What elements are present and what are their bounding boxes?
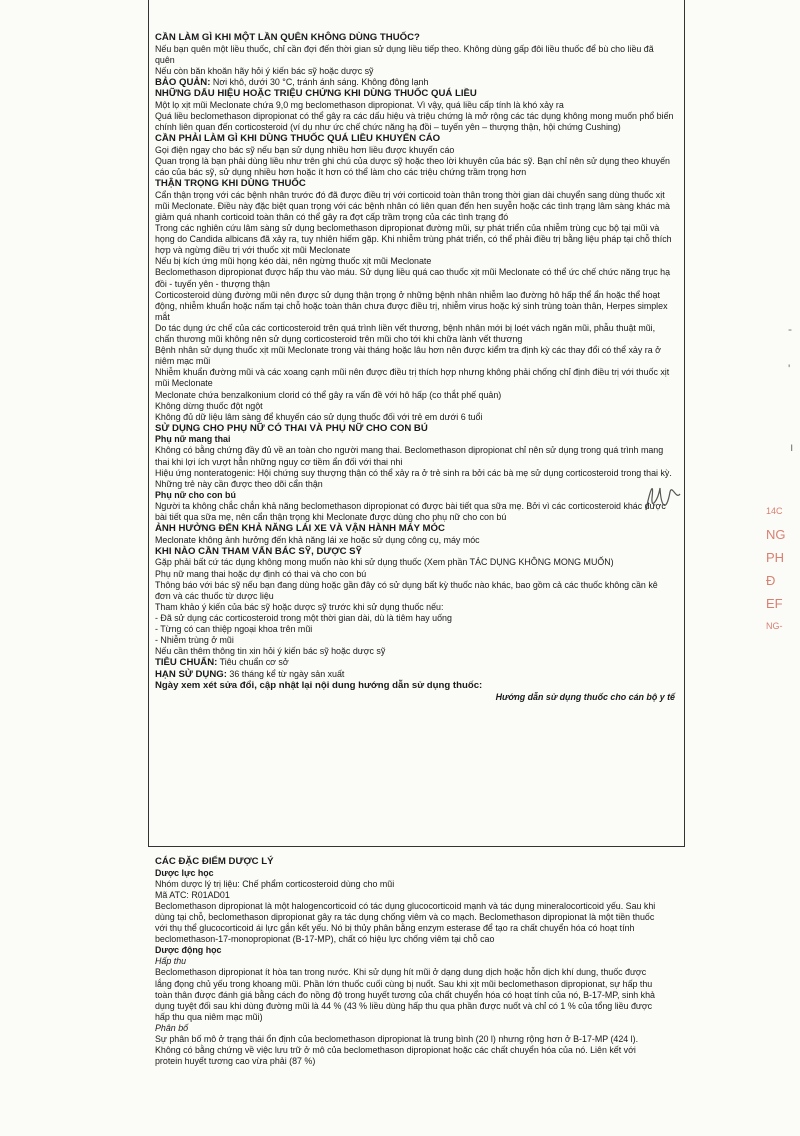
paragraph: Cẩn thận trọng với các bệnh nhân trước đó đã được điều trị với corticoid toàn thân trong thời gian dài chuyển sang dùng thuốc xịt mũi Meclonate. Điều này đặc biệt quan trọng với các bệnh nhân có liên quan đến hen suyễn hoặc các tình trạng lâm sàng khác mà giảm quá nhanh corticoid toàn thân có thể gây ra đợt cấp trầm trọng của các tình trạng đó xyxy=(155,189,670,222)
stamp-text: Đ xyxy=(766,573,776,588)
subheading: Dược lực học xyxy=(155,867,214,878)
paragraph: Gặp phải bất cứ tác dụng không mong muốn nào khi sử dụng thuốc (Xem phần TÁC DỤNG KHÔNG MONG MUỐN) xyxy=(155,557,614,568)
paragraph: Nếu còn băn khoăn hãy hỏi ý kiến bác sỹ hoặc dược sỹ xyxy=(155,65,374,76)
paragraph: Không có bằng chứng đầy đủ về an toàn cho người mang thai. Beclomethason dipropionat chỉ nên sử dụng trong quá trình mang thai khi lợi ích vượt hẳn những nguy cơ tiềm ẩn đối với thai nhi xyxy=(155,445,664,467)
paragraph: Do tác dụng ức chế của các corticosteroid trên quá trình liền vết thương, bệnh nhân mới bị loét vách ngăn mũi, phẫu thuật mũi, chấn thương mũi không nên sử dụng corticosteroid trên mũi cho tới khi chữa lành vết thương xyxy=(155,322,656,345)
stamp-text: 14C xyxy=(766,506,783,516)
paragraph: Beclomethason dipropionat được hấp thu vào máu. Sử dụng liều quá cao thuốc xịt mũi Meclonate có thể ức chế chức năng trục hạ đồi - tuyến yên - thượng thận xyxy=(155,267,671,289)
paragraph: Không đủ dữ liệu lâm sàng để khuyến cáo sử dụng thuốc đối với trẻ em dưới 6 tuổi xyxy=(155,411,483,422)
paragraph: Quan trọng là bạn phải dùng liều như trên ghi chú của dược sỹ hoặc theo lời khuyên của bác sỹ. Bạn chỉ nên sử dụng theo khuyến cáo của bác sỹ, sử dụng nhiều hơn hoặc ít hơn có thể làm cho các triệu chứng trầm trọng hơn xyxy=(155,156,670,178)
section-divider-line xyxy=(148,846,685,847)
red-stamp-fragment xyxy=(766,500,800,638)
section-heading: CÁC ĐẶC ĐIỂM DƯỢC LÝ xyxy=(155,856,274,867)
right-border-line xyxy=(684,0,685,846)
field-label: TIÊU CHUẨN: xyxy=(155,657,218,669)
paragraph: Beclomethason dipropionat ít hòa tan trong nước. Khi sử dụng hít mũi ở dạng dung dịch hoặc hỗn dịch khí dung, thuốc được lắng đọng chủ yếu trong khoang mũi. Phần lớn thuốc cuối cùng bị nuốt. Sau khi xịt mũi beclomethason dipropionat, sự hấp thu toàn thân được đánh giá bằng cách đo nồng độ trong huyết tương của chất chuyển hóa có hoạt tính của nó, B-17-MP, sinh khả dụng tuyệt đối sau khi dùng đường mũi là 44 % (43 % liều dùng hấp thu qua phần được nuốt và chỉ có 1 % của tổng liều được hấp thu qua niêm mạc mũi) xyxy=(155,967,655,1022)
paragraph: - Đã sử dụng các corticosteroid trong một thời gian dài, dù là tiêm hay uống xyxy=(155,612,452,623)
labeled-field xyxy=(155,77,675,89)
stamp-text: EF xyxy=(766,596,783,611)
paragraph: Phụ nữ mang thai hoặc dự định có thai và cho con bú xyxy=(155,568,367,579)
patient-leaflet-section xyxy=(155,32,675,703)
paragraph: Mã ATC: R01AD01 xyxy=(155,889,230,900)
italic-subheading: Phân bố xyxy=(155,1022,189,1033)
subheading: Phụ nữ mang thai xyxy=(155,434,231,445)
labeled-field xyxy=(155,657,675,669)
section-heading: SỬ DỤNG CHO PHỤ NỮ CÓ THAI VÀ PHỤ NỮ CHO CON BÚ xyxy=(155,422,428,434)
paragraph: Nếu bạn quên một liều thuốc, chỉ cần đợi đến thời gian sử dụng liều tiếp theo. Không dùng gấp đôi liều thuốc để bù cho liều đã quên xyxy=(155,43,654,65)
paragraph: Meclonate không ảnh hưởng đến khả năng lái xe hoặc sử dụng công cụ, máy móc xyxy=(155,534,480,545)
stamp-text: PH xyxy=(766,550,785,565)
paragraph: Nhiễm khuẩn đường mũi và các xoang cạnh mũi nên được điều trị thích hợp nhưng không phải chống chỉ định điều trị với thuốc xịt mũi Meclonate xyxy=(155,367,670,389)
paragraph: Beclomethason dipropionat là một halogencorticoid có tác dụng glucocorticoid mạnh và tác dụng mineralocorticoid yếu. Sau khi dùng tại chỗ, beclomethason dipropionat gây ra tác dụng chống viêm và co mạch. Beclomethason dipropionat là một tiền thuốc với thụ thể glucocorticoid ái lực gắn kết yếu. Nó bị thủy phân bằng enzym esterase để tạo ra chất chuyển hóa có hoạt tính beclomethason-17-monopropionat (B-17-MP), chất có hiệu lực chống viêm tại chỗ cao xyxy=(155,900,656,945)
field-label: BẢO QUẢN: xyxy=(155,76,211,88)
paragraph: Tham khảo ý kiến của bác sỹ hoặc dược sỹ trước khi sử dụng thuốc nếu: xyxy=(155,601,444,612)
paragraph: Trong các nghiên cứu lâm sàng sử dụng beclomethason dipropionat đường mũi, sự phát triển của nhiễm trùng cục bộ tại mũi và họng do Candida albicans đã xảy ra, tuy nhiên hiếm gặp. Khi nhiễm trùng phát triển, có thể phải điều trị bằng liệu pháp tại chỗ thích hợp và ngừng điều trị với thuốc xịt mũi Meclonate xyxy=(155,223,672,256)
paragraph: Thông báo với bác sỹ nếu bạn đang dùng hoặc gần đây có sử dụng bất kỳ thuốc nào khác, bao gồm cả các thuốc không cần kê đơn và các thuốc từ dược liệu xyxy=(155,579,658,601)
paragraph: Nhóm dược lý trị liệu: Chế phẩm corticosteroid dùng cho mũi xyxy=(155,878,395,889)
field-value: Nơi khô, dưới 30 °C, tránh ánh sáng. Không đông lạnh xyxy=(210,76,429,87)
paragraph: Nếu cần thêm thông tin xin hỏi ý kiến bác sỹ hoặc dược sỹ xyxy=(155,646,386,657)
section-heading: THẬN TRỌNG KHI DÙNG THUỐC xyxy=(155,178,306,190)
section-heading: ẢNH HƯỞNG ĐẾN KHẢ NĂNG LÁI XE VÀ VẬN HÀNH MÁY MÓC xyxy=(155,523,445,535)
section-heading: CẦN LÀM GÌ KHI MỘT LẦN QUÊN KHÔNG DÙNG THUỐC? xyxy=(155,32,420,43)
paragraph: - Nhiễm trùng ở mũi xyxy=(155,635,234,646)
section-heading: CẦN PHẢI LÀM GÌ KHI DÙNG THUỐC QUÁ LIỀU KHUYẾN CÁO xyxy=(155,133,441,145)
paragraph: Sự phân bố mô ở trạng thái ổn định của beclomethason dipropionat là trung bình (20 l) nhưng rộng hơn ở B-17-MP (424 l). Không có bằng chứng về việc lưu trữ ở mô của beclomethason dipropionat hoặc các chất chuyển hóa của nó. Liên kết với protein huyết tương cao vừa phải (87 %) xyxy=(155,1034,639,1067)
section-heading: NHỮNG DẤU HIỆU HOẶC TRIỆU CHỨNG KHI DÙNG THUỐC QUÁ LIỀU xyxy=(155,88,477,100)
paragraph: Quá liều beclomethason dipropionat có thể gây ra các dấu hiệu và triệu chứng là mở rộng các tác dụng không mong muốn phổ biến chính liên quan đến corticosteroid (ví dụ như ức chế chức năng hạ đồi – tuyến yên – thượng thận, hội chứng Cushing) xyxy=(155,111,674,133)
paragraph: Nếu bị kích ứng mũi họng kéo dài, nên ngừng thuốc xịt mũi Meclonate xyxy=(155,256,432,267)
paragraph: Hiệu ứng nonteratogenic: Hội chứng suy thượng thận có thể xảy ra ở trẻ sinh ra bởi các bà mẹ sử dụng corticosteroid trong thai kỳ. Những trẻ này cần được theo dõi cẩn thận xyxy=(155,467,672,489)
section-heading: Ngày xem xét sửa đổi, cập nhật lại nội dung hướng dẫn sử dụng thuốc: xyxy=(155,680,483,692)
labeled-field xyxy=(155,669,675,681)
italic-subheading: Hấp thu xyxy=(155,956,187,967)
paragraph: Corticosteroid dùng đường mũi nên được sử dụng thận trọng ở những bệnh nhân nhiễm lao đường hô hấp thể ẩn hoặc thể hoạt động, nhiễm khuẩn hoặc nấm tại chỗ hoặc toàn thân chưa được điều trị, nhiễm virus hoặc ký sinh trùng toàn thân, Herpes simplex mắt xyxy=(155,289,668,322)
paragraph: - Từng có can thiệp ngoại khoa trên mũi xyxy=(155,623,313,634)
section-heading: KHI NÀO CẦN THAM VẤN BÁC SỸ, DƯỢC SỸ xyxy=(155,545,362,557)
handwritten-signature xyxy=(640,470,686,530)
left-border-line xyxy=(148,0,149,846)
stamp-text: NG xyxy=(766,527,786,542)
paragraph: Người ta không chắc chắn khả năng beclomethason dipropionat có được bài tiết qua sữa mẹ. Bởi vì các corticosteroid khác được bài tiết qua sữa mẹ, nên cẩn thận trọng khi Meclonate được dùng cho phụ nữ cho con bú xyxy=(155,500,666,523)
margin-tick-mark: - xyxy=(788,322,792,336)
stamp-text: NG- xyxy=(766,621,783,631)
paragraph: Gọi điện ngay cho bác sỹ nếu bạn sử dụng nhiều hơn liều được khuyến cáo xyxy=(155,144,455,155)
field-label: HẠN SỬ DỤNG: xyxy=(155,668,227,680)
subheading: Phụ nữ cho con bú xyxy=(155,489,236,500)
paragraph: Meclonate chứa benzalkonium clorid có thể gây ra vấn đề với hô hấp (co thắt phế quản) xyxy=(155,389,502,400)
field-value: 36 tháng kể từ ngày sản xuất xyxy=(226,668,345,679)
margin-tick-mark: ' xyxy=(788,362,791,376)
professional-info-section xyxy=(155,856,660,1067)
margin-tick-mark: ı xyxy=(790,440,794,454)
subheading: Dược động học xyxy=(155,945,222,956)
section-title-right: Hướng dẫn sử dụng thuốc cho cán bộ y tế xyxy=(495,692,675,703)
paragraph: Bệnh nhân sử dụng thuốc xịt mũi Meclonate trong vài tháng hoặc lâu hơn nên được kiểm tra định kỳ các thay đổi có thể xảy ra ở niêm mạc mũi xyxy=(155,345,661,367)
paragraph: Không dừng thuốc đột ngột xyxy=(155,400,263,411)
field-value: Tiêu chuẩn cơ sở xyxy=(217,657,289,668)
paragraph: Một lọ xịt mũi Meclonate chứa 9,0 mg beclomethason dipropionat. Vì vậy, quá liều cấp tính là khó xảy ra xyxy=(155,100,564,111)
